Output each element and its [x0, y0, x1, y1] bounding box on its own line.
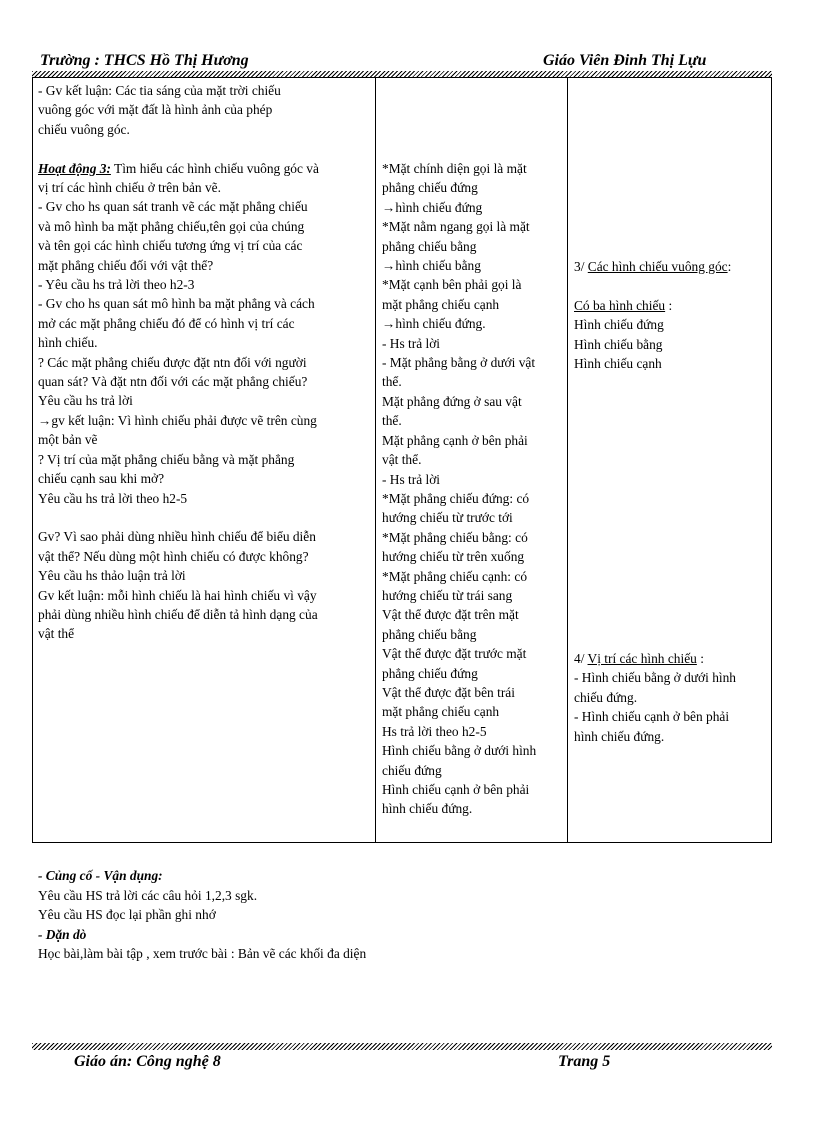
col1-line: ? Vị trí của mặt phẳng chiếu bằng và mặt phẳng	[38, 451, 295, 467]
col1-line: vật thể	[38, 626, 75, 642]
col2-line: hình chiếu đứng.	[382, 801, 473, 817]
section-3-heading	[574, 257, 731, 276]
col1-line: Gv kết luận: mỗi hình chiếu là hai hình chiếu vì vậy	[38, 587, 317, 603]
spacer	[574, 276, 731, 295]
footer-rule	[32, 1043, 772, 1050]
col1-line: chiếu vuông góc.	[38, 121, 130, 137]
footer-lesson: Giáo án: Công nghệ 8	[74, 1053, 221, 1070]
col2-line: Hình chiếu cạnh ở bên phải	[382, 782, 530, 797]
col2-line: - Hs trả lời	[382, 335, 441, 351]
col2-line: *Mặt phẳng chiếu bằng: có	[382, 529, 528, 545]
homework-line: Học bài,làm bài tập , xem trước bài : Bản vẽ các khối đa diện	[38, 946, 367, 961]
footer-page-number: Trang 5	[558, 1053, 611, 1070]
section-3-subtitle-suffix: :	[665, 297, 673, 313]
col2-line: hướng chiếu từ trái sang	[382, 587, 513, 603]
col1-line	[38, 139, 319, 158]
col1-line: Yêu cầu hs trả lời theo h2-5	[38, 490, 188, 506]
col2-line: Mặt phẳng đứng ở sau vật	[382, 393, 522, 409]
col1-line: Gv? Vì sao phải dùng nhiều hình chiếu để biểu diễn	[38, 529, 316, 545]
col1-line	[38, 159, 319, 178]
table-divider-1	[375, 77, 376, 843]
col2-line: phẳng chiếu bằng	[382, 626, 477, 642]
col2-line: mặt phẳng chiếu cạnh	[382, 296, 500, 312]
col1-line: vuông góc với mặt đất là hình ảnh của phép	[38, 102, 273, 118]
col2-line: Mặt phẳng cạnh ở bên phải	[382, 432, 528, 448]
col2-line: thể.	[382, 374, 402, 390]
section-3-title: Các hình chiếu vuông góc	[587, 259, 728, 274]
col2-line: vật thể.	[382, 452, 422, 468]
col1-line: →gv kết luận: Vì hình chiếu phải được vẽ trên cùng	[38, 412, 317, 428]
section-4-item: - Hình chiếu cạnh ở bên phải	[574, 709, 730, 725]
col1-line: quan sát? Và đặt ntn đối với các mặt phẳng chiếu?	[38, 374, 308, 390]
col1-line: phải dùng nhiều hình chiếu để diễn tả hình dạng của	[38, 606, 318, 622]
section-3-item: Hình chiếu cạnh	[574, 356, 662, 372]
consolidation-line: Yêu cầu HS đọc lại phần ghi nhớ	[38, 907, 216, 922]
col1-line: - Gv kết luận: Các tia sáng của mặt trời chiếu	[38, 83, 281, 98]
col2-line: chiếu đứng	[382, 762, 442, 778]
col2-line: *Mặt phẳng chiếu cạnh: có	[382, 568, 528, 584]
teacher-activities	[38, 81, 319, 644]
section-4-item: hình chiếu đứng.	[574, 728, 665, 744]
table-divider-2	[567, 77, 568, 843]
section-3-subtitle: Có ba hình chiếu	[574, 297, 666, 313]
section-4-item: - Hình chiếu bằng ở dưới hình	[574, 670, 736, 686]
content-section-3	[574, 257, 731, 373]
col2-line: →hình chiếu đứng.	[382, 316, 486, 332]
section-4-heading	[574, 649, 736, 668]
section-4-number: 4/	[574, 651, 588, 666]
col2-line: Hs trả lời theo h2-5	[382, 723, 487, 739]
col1-line: - Gv cho hs quan sát tranh vẽ các mặt phẳng chiếu	[38, 199, 308, 215]
col2-line: phẳng chiếu đứng	[382, 665, 478, 681]
section-3-subtitle-line	[574, 296, 731, 315]
activity-3-label: Hoạt động 3:	[38, 160, 111, 176]
col2-line: *Mặt nằm ngang gọi là mặt	[382, 219, 530, 235]
col2-line: - Hs trả lời	[382, 471, 441, 487]
col2-line: hướng chiếu từ trước tới	[382, 510, 513, 526]
col2-line: Hình chiếu bằng ở dưới hình	[382, 743, 537, 759]
section-3-number: 3/	[574, 259, 588, 274]
header-teacher: Giáo Viên Đinh Thị Lựu	[543, 52, 707, 69]
col1-line: mở các mặt phẳng chiếu đó để có hình vị trí các	[38, 315, 295, 331]
col2-line: - Mặt phẳng bằng ở dưới vật	[382, 355, 536, 371]
section-4-suffix: :	[696, 651, 704, 666]
section-3-item: Hình chiếu bằng	[574, 336, 663, 352]
col1-line: mặt phẳng chiếu đối với vật thể?	[38, 257, 214, 273]
section-4-item: chiếu đứng.	[574, 689, 638, 705]
homework-heading: - Dặn dò	[38, 926, 87, 942]
col2-line: phẳng chiếu bằng	[382, 238, 477, 254]
section-3-item: Hình chiếu đứng	[574, 317, 664, 333]
col2-line: →hình chiếu bằng	[382, 258, 481, 274]
col1-line: và mô hình ba mặt phẳng chiếu,tên gọi của chúng	[38, 218, 305, 234]
consolidation-heading: - Củng cố - Vận dụng:	[38, 868, 163, 883]
col1-line: chiếu cạnh sau khi mở?	[38, 471, 165, 487]
col2-line: mặt phẳng chiếu cạnh	[382, 704, 500, 720]
col2-line: →hình chiếu đứng	[382, 199, 483, 215]
col1-line: ? Các mặt phẳng chiếu được đặt ntn đối với người	[38, 354, 307, 370]
col2-line: thể.	[382, 413, 402, 429]
col1-line: một bản vẽ	[38, 432, 98, 448]
col2-line: *Mặt chính diện gọi là mặt	[382, 161, 527, 176]
col1-line	[38, 508, 319, 527]
col2-line: Vật thể được đặt bên trái	[382, 684, 515, 700]
col1-line: vật thể? Nếu dùng một hình chiếu có được không?	[38, 548, 309, 564]
col2-line: phẳng chiếu đứng	[382, 180, 478, 196]
col1-line: Yêu cầu hs thảo luận trả lời	[38, 568, 186, 584]
col1-line: vị trí các hình chiếu ở trên bản vẽ.	[38, 180, 221, 196]
student-activities	[382, 159, 536, 819]
col1-line: - Gv cho hs quan sát mô hình ba mặt phẳng và cách	[38, 296, 315, 312]
summary-section	[38, 866, 366, 964]
col1-line: - Yêu cầu hs trả lời theo h2-3	[38, 277, 195, 293]
col2-line: *Mặt cạnh bên phải gọi là	[382, 277, 522, 293]
col2-line: hướng chiếu từ trên xuống	[382, 549, 525, 565]
section-4-title: Vị trí các hình chiếu	[587, 651, 697, 666]
col1-line: Yêu cầu hs trả lời	[38, 393, 133, 409]
section-3-suffix: :	[727, 259, 732, 274]
activity-3-text: Tìm hiểu các hình chiếu vuông góc và	[110, 160, 319, 176]
col1-line: hình chiếu.	[38, 335, 98, 351]
content-section-4	[574, 649, 736, 746]
header-school: Trường : THCS Hồ Thị Hương	[40, 52, 249, 69]
col2-line: *Mặt phẳng chiếu đứng: có	[382, 490, 530, 506]
col2-line: Vật thể được đặt trên mặt	[382, 607, 519, 623]
consolidation-line: Yêu cầu HS trả lời các câu hỏi 1,2,3 sgk.	[38, 887, 258, 903]
col2-line: Vật thể được đặt trước mặt	[382, 646, 527, 662]
col1-line: và tên gọi các hình chiếu tương ứng vị trí của các	[38, 238, 303, 254]
